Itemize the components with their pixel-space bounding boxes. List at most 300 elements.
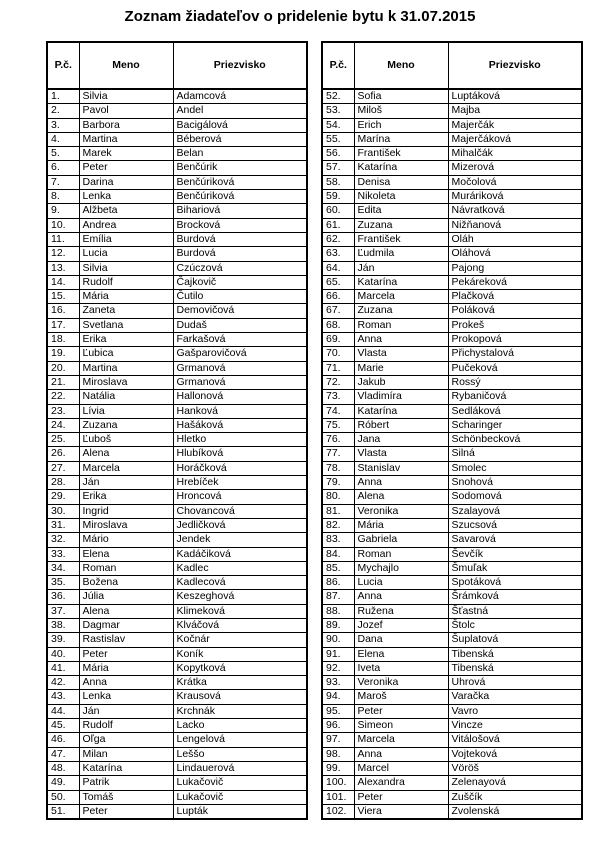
row-number: 61. [322, 218, 354, 232]
first-name-cell: Ján [354, 261, 448, 275]
table-row [322, 247, 582, 261]
row-number: 51. [47, 804, 79, 819]
first-name-cell: Erich [354, 118, 448, 132]
last-name-cell: Přichystalová [448, 347, 582, 361]
first-name-cell: Veronika [354, 676, 448, 690]
last-name-cell: Plačková [448, 290, 582, 304]
first-name-cell: Denisa [354, 175, 448, 189]
row-number: 87. [322, 590, 354, 604]
first-name-cell: Roman [354, 547, 448, 561]
first-name-cell: Peter [354, 790, 448, 804]
table-row [322, 89, 582, 104]
table-row [322, 204, 582, 218]
table-row [322, 132, 582, 146]
table-row [322, 604, 582, 618]
header-number: P.č. [322, 42, 354, 89]
table-row [322, 561, 582, 575]
row-number: 16. [47, 304, 79, 318]
row-number: 18. [47, 333, 79, 347]
last-name-cell: Kopytková [173, 661, 307, 675]
row-number: 4. [47, 132, 79, 146]
page-title: Zoznam žiadateľov o pridelenie bytu k 31.07.2015 [124, 8, 476, 25]
last-name-cell: Hanková [173, 404, 307, 418]
first-name-cell: Anna [79, 676, 173, 690]
row-number: 86. [322, 576, 354, 590]
row-number: 39. [47, 633, 79, 647]
row-number: 90. [322, 633, 354, 647]
first-name-cell: Ľuboš [79, 433, 173, 447]
last-name-cell: Tibenská [448, 647, 582, 661]
first-name-cell: Peter [79, 161, 173, 175]
first-name-cell: Mária [354, 518, 448, 532]
last-name-cell: Kadlec [173, 561, 307, 575]
row-number: 63. [322, 247, 354, 261]
row-number: 57. [322, 161, 354, 175]
table-row [322, 190, 582, 204]
first-name-cell: Vladimíra [354, 390, 448, 404]
table-row [322, 704, 582, 718]
row-number: 83. [322, 533, 354, 547]
row-number: 42. [47, 676, 79, 690]
first-name-cell: Zuzana [354, 218, 448, 232]
last-name-cell: Zuščík [448, 790, 582, 804]
row-number: 59. [322, 190, 354, 204]
last-name-cell: Hroncová [173, 490, 307, 504]
first-name-cell: Silvia [79, 261, 173, 275]
row-number: 49. [47, 776, 79, 790]
last-name-cell: Muráriková [448, 190, 582, 204]
first-name-cell: Zuzana [354, 304, 448, 318]
table-row [322, 719, 582, 733]
last-name-cell: Hrebíček [173, 476, 307, 490]
first-name-cell: Iveta [354, 661, 448, 675]
last-name-cell: Hallonová [173, 390, 307, 404]
row-number: 32. [47, 533, 79, 547]
row-number: 76. [322, 433, 354, 447]
row-number: 77. [322, 447, 354, 461]
table-row [47, 618, 307, 632]
row-number: 43. [47, 690, 79, 704]
first-name-cell: Veronika [354, 504, 448, 518]
header-first-name: Meno [354, 42, 448, 89]
table-row [47, 790, 307, 804]
first-name-cell: Zaneta [79, 304, 173, 318]
last-name-cell: Dudaš [173, 318, 307, 332]
row-number: 9. [47, 204, 79, 218]
table-row [322, 118, 582, 132]
last-name-cell: Grmanová [173, 361, 307, 375]
first-name-cell: Katarína [79, 761, 173, 775]
last-name-cell: Čutilo [173, 290, 307, 304]
last-name-cell: Pajong [448, 261, 582, 275]
last-name-cell: Krausová [173, 690, 307, 704]
first-name-cell: Peter [354, 704, 448, 718]
table-row [322, 390, 582, 404]
row-number: 24. [47, 418, 79, 432]
first-name-cell: Vlasta [354, 347, 448, 361]
last-name-cell: Lacko [173, 719, 307, 733]
last-name-cell: Luptáková [448, 89, 582, 104]
last-name-cell: Hlubíková [173, 447, 307, 461]
row-number: 41. [47, 661, 79, 675]
table-row [47, 433, 307, 447]
table-row [322, 518, 582, 532]
first-name-cell: Edita [354, 204, 448, 218]
row-number: 79. [322, 476, 354, 490]
first-name-cell: Tomáš [79, 790, 173, 804]
row-number: 70. [322, 347, 354, 361]
row-number: 88. [322, 604, 354, 618]
last-name-cell: Močolová [448, 175, 582, 189]
row-number: 71. [322, 361, 354, 375]
last-name-cell: Klváčová [173, 618, 307, 632]
row-number: 31. [47, 518, 79, 532]
first-name-cell: Mária [79, 290, 173, 304]
row-number: 96. [322, 719, 354, 733]
header-first-name: Meno [79, 42, 173, 89]
last-name-cell: Hašáková [173, 418, 307, 432]
first-name-cell: Stanislav [354, 461, 448, 475]
table-row [322, 375, 582, 389]
first-name-cell: Lenka [79, 190, 173, 204]
table-row [47, 719, 307, 733]
table-row [47, 776, 307, 790]
table-row [47, 118, 307, 132]
table-row [47, 533, 307, 547]
table-row [47, 204, 307, 218]
table-row [322, 232, 582, 246]
table-row [322, 347, 582, 361]
last-name-cell: Sodomová [448, 490, 582, 504]
last-name-cell: Rossý [448, 375, 582, 389]
last-name-cell: Šťastná [448, 604, 582, 618]
table-row [322, 790, 582, 804]
first-name-cell: Ľudmila [354, 247, 448, 261]
first-name-cell: Miroslava [79, 375, 173, 389]
table-row [322, 618, 582, 632]
last-name-cell: Návratková [448, 204, 582, 218]
row-number: 38. [47, 618, 79, 632]
row-number: 11. [47, 232, 79, 246]
last-name-cell: Krátka [173, 676, 307, 690]
table-row [47, 175, 307, 189]
first-name-cell: Sofia [354, 89, 448, 104]
row-number: 99. [322, 761, 354, 775]
table-row [47, 447, 307, 461]
table-row [322, 490, 582, 504]
first-name-cell: Alena [354, 490, 448, 504]
last-name-cell: Vavro [448, 704, 582, 718]
first-name-cell: Ján [79, 704, 173, 718]
last-name-cell: Zvolenská [448, 804, 582, 819]
table-row [47, 275, 307, 289]
row-number: 46. [47, 733, 79, 747]
last-name-cell: Grmanová [173, 375, 307, 389]
row-number: 34. [47, 561, 79, 575]
table-row [322, 690, 582, 704]
last-name-cell: Farkašová [173, 333, 307, 347]
row-number: 28. [47, 476, 79, 490]
table-row [47, 604, 307, 618]
last-name-cell: Oláhová [448, 247, 582, 261]
table-row [322, 304, 582, 318]
table-row [322, 161, 582, 175]
table-row [322, 590, 582, 604]
last-name-cell: Benčúrik [173, 161, 307, 175]
first-name-cell: Silvia [79, 89, 173, 104]
row-number: 64. [322, 261, 354, 275]
last-name-cell: Štolc [448, 618, 582, 632]
first-name-cell: Elena [79, 547, 173, 561]
table-row [322, 175, 582, 189]
last-name-cell: Horáčková [173, 461, 307, 475]
last-name-cell: Smolec [448, 461, 582, 475]
first-name-cell: Dana [354, 633, 448, 647]
last-name-cell: Benčúriková [173, 190, 307, 204]
last-name-cell: Adamcová [173, 89, 307, 104]
table-row [47, 690, 307, 704]
table-row [47, 261, 307, 275]
row-number: 8. [47, 190, 79, 204]
table-row [322, 776, 582, 790]
table-row [47, 104, 307, 118]
first-name-cell: Miloš [354, 104, 448, 118]
last-name-cell: Pekáreková [448, 275, 582, 289]
last-name-cell: Hletko [173, 433, 307, 447]
last-name-cell: Brocková [173, 218, 307, 232]
first-name-cell: Mária [79, 661, 173, 675]
last-name-cell: Krchnák [173, 704, 307, 718]
row-number: 1. [47, 89, 79, 104]
table-row [322, 547, 582, 561]
last-name-cell: Silná [448, 447, 582, 461]
row-number: 6. [47, 161, 79, 175]
first-name-cell: Nikoleta [354, 190, 448, 204]
first-name-cell: Katarína [354, 404, 448, 418]
row-number: 48. [47, 761, 79, 775]
row-number: 54. [322, 118, 354, 132]
first-name-cell: Anna [354, 476, 448, 490]
table-row [322, 804, 582, 819]
last-name-cell: Vitálošová [448, 733, 582, 747]
row-number: 12. [47, 247, 79, 261]
first-name-cell: Alexandra [354, 776, 448, 790]
first-name-cell: Roman [354, 318, 448, 332]
last-name-cell: Pučeková [448, 361, 582, 375]
row-number: 84. [322, 547, 354, 561]
row-number: 60. [322, 204, 354, 218]
table-row [322, 104, 582, 118]
row-number: 85. [322, 561, 354, 575]
last-name-cell: Keszeghová [173, 590, 307, 604]
last-name-cell: Šrámková [448, 590, 582, 604]
last-name-cell: Burdová [173, 247, 307, 261]
row-number: 78. [322, 461, 354, 475]
row-number: 95. [322, 704, 354, 718]
row-number: 36. [47, 590, 79, 604]
row-number: 35. [47, 576, 79, 590]
row-number: 93. [322, 676, 354, 690]
first-name-cell: Oľga [79, 733, 173, 747]
first-name-cell: Rudolf [79, 275, 173, 289]
first-name-cell: Simeon [354, 719, 448, 733]
first-name-cell: Marcela [354, 733, 448, 747]
table-row [322, 318, 582, 332]
first-name-cell: Erika [79, 333, 173, 347]
last-name-cell: Szalayová [448, 504, 582, 518]
table-row [322, 476, 582, 490]
table-row [47, 761, 307, 775]
table-row [47, 747, 307, 761]
row-number: 45. [47, 719, 79, 733]
first-name-cell: Alena [79, 604, 173, 618]
table-row [47, 290, 307, 304]
table-row [322, 361, 582, 375]
last-name-cell: Šmuľak [448, 561, 582, 575]
last-name-cell: Koník [173, 647, 307, 661]
row-number: 75. [322, 418, 354, 432]
first-name-cell: Pavol [79, 104, 173, 118]
last-name-cell: Szucsová [448, 518, 582, 532]
first-name-cell: Marcel [354, 761, 448, 775]
table-row [322, 261, 582, 275]
row-number: 101. [322, 790, 354, 804]
row-number: 74. [322, 404, 354, 418]
first-name-cell: Lívia [79, 404, 173, 418]
table-header-row [47, 42, 307, 89]
row-number: 53. [322, 104, 354, 118]
table-row [47, 576, 307, 590]
row-number: 89. [322, 618, 354, 632]
row-number: 7. [47, 175, 79, 189]
first-name-cell: Svetlana [79, 318, 173, 332]
last-name-cell: Lukačovič [173, 790, 307, 804]
first-name-cell: Gabriela [354, 533, 448, 547]
last-name-cell: Béberová [173, 132, 307, 146]
row-number: 14. [47, 275, 79, 289]
row-number: 23. [47, 404, 79, 418]
table-row [47, 190, 307, 204]
row-number: 40. [47, 647, 79, 661]
table-row [47, 333, 307, 347]
last-name-cell: Prokeš [448, 318, 582, 332]
row-number: 47. [47, 747, 79, 761]
table-row [47, 676, 307, 690]
table-row [322, 733, 582, 747]
last-name-cell: Nižňanová [448, 218, 582, 232]
last-name-cell: Varačka [448, 690, 582, 704]
first-name-cell: Anna [354, 590, 448, 604]
row-number: 100. [322, 776, 354, 790]
last-name-cell: Chovancová [173, 504, 307, 518]
last-name-cell: Tibenská [448, 661, 582, 675]
last-name-cell: Sedláková [448, 404, 582, 418]
row-number: 102. [322, 804, 354, 819]
table-row [322, 147, 582, 161]
first-name-cell: Marek [79, 147, 173, 161]
last-name-cell: Prokopová [448, 333, 582, 347]
header-number: P.č. [47, 42, 79, 89]
first-name-cell: Martina [79, 132, 173, 146]
last-name-cell: Majba [448, 104, 582, 118]
first-name-cell: Lucia [354, 576, 448, 590]
row-number: 73. [322, 390, 354, 404]
table-row [47, 490, 307, 504]
last-name-cell: Majerčák [448, 118, 582, 132]
last-name-cell: Lukačovič [173, 776, 307, 790]
last-name-cell: Majerčáková [448, 132, 582, 146]
table-row [322, 418, 582, 432]
row-number: 20. [47, 361, 79, 375]
last-name-cell: Bihariová [173, 204, 307, 218]
row-number: 66. [322, 290, 354, 304]
first-name-cell: Emília [79, 232, 173, 246]
table-row [47, 361, 307, 375]
last-name-cell: Demovičová [173, 304, 307, 318]
first-name-cell: Anna [354, 747, 448, 761]
row-number: 98. [322, 747, 354, 761]
first-name-cell: Alžbeta [79, 204, 173, 218]
last-name-cell: Lupták [173, 804, 307, 819]
table-row [322, 761, 582, 775]
table-row [47, 318, 307, 332]
last-name-cell: Klimeková [173, 604, 307, 618]
table-row [47, 89, 307, 104]
last-name-cell: Uhrová [448, 676, 582, 690]
row-number: 30. [47, 504, 79, 518]
last-name-cell: Lengelová [173, 733, 307, 747]
first-name-cell: Patrik [79, 776, 173, 790]
last-name-cell: Ševčík [448, 547, 582, 561]
last-name-cell: Oláh [448, 232, 582, 246]
last-name-cell: Jendek [173, 533, 307, 547]
first-name-cell: Lucia [79, 247, 173, 261]
row-number: 55. [322, 132, 354, 146]
applicants-table-left [46, 41, 308, 820]
first-name-cell: Alena [79, 447, 173, 461]
table-row [47, 704, 307, 718]
first-name-cell: Ľubica [79, 347, 173, 361]
last-name-cell: Lindauerová [173, 761, 307, 775]
row-number: 68. [322, 318, 354, 332]
first-name-cell: Dagmar [79, 618, 173, 632]
table-row [47, 375, 307, 389]
row-number: 82. [322, 518, 354, 532]
last-name-cell: Scharinger [448, 418, 582, 432]
last-name-cell: Vojteková [448, 747, 582, 761]
table-row [47, 590, 307, 604]
table-row [47, 547, 307, 561]
last-name-cell: Andel [173, 104, 307, 118]
table-row [322, 333, 582, 347]
last-name-cell: Schönbecková [448, 433, 582, 447]
table-row [322, 447, 582, 461]
last-name-cell: Vincze [448, 719, 582, 733]
first-name-cell: Rastislav [79, 633, 173, 647]
table-row [47, 347, 307, 361]
first-name-cell: Ružena [354, 604, 448, 618]
table-row [322, 275, 582, 289]
row-number: 67. [322, 304, 354, 318]
table-row [322, 218, 582, 232]
row-number: 15. [47, 290, 79, 304]
first-name-cell: Mychajlo [354, 561, 448, 575]
first-name-cell: Anna [354, 333, 448, 347]
first-name-cell: Miroslava [79, 518, 173, 532]
row-number: 50. [47, 790, 79, 804]
table-row [47, 218, 307, 232]
row-number: 33. [47, 547, 79, 561]
